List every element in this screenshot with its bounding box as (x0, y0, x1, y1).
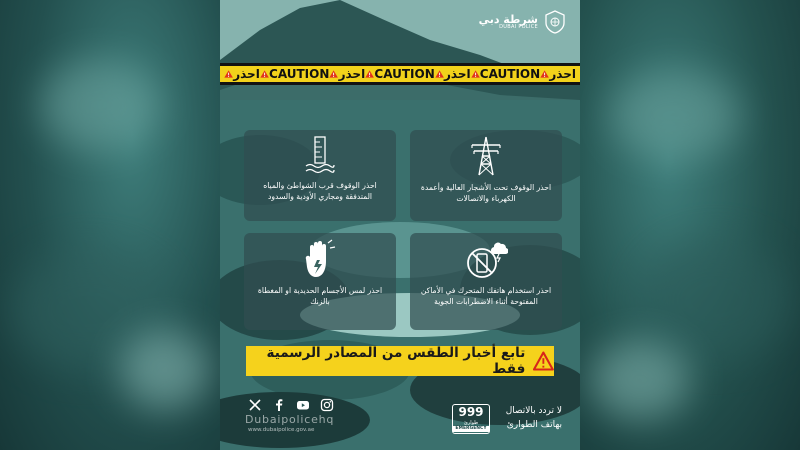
tip-card-metal (244, 233, 396, 330)
caution-tape (220, 63, 580, 85)
tip-card-power-lines (410, 130, 562, 221)
warning-icon (540, 68, 549, 80)
warning-icon (365, 68, 374, 80)
logo-arabic: شرطة دبي (478, 12, 538, 26)
website-link[interactable]: www.dubaipolice.gov.ae (248, 427, 315, 433)
tip-text: احذر استخدام هاتفك المتحرك في الأماكن المفتوحة أثناء الاضطرابات الجوية (420, 286, 552, 307)
tape-word: احذر (443, 67, 471, 81)
dubai-police-logo (479, 10, 566, 34)
tip-text: احذر الوقوف قرب الشواطئ والمياه المتدفقة ومجاري الأودية والسدود (263, 181, 377, 202)
warning-icon (224, 68, 233, 80)
right-blurred-backdrop (580, 0, 800, 450)
social-links (248, 398, 334, 412)
logo-english: DUBAI POLICE (499, 24, 538, 31)
tip-card-water (244, 130, 396, 221)
emergency-english: EMERGENCY (453, 426, 489, 432)
power-tower-icon (469, 136, 503, 176)
no-phone-storm-icon (464, 239, 508, 279)
left-blurred-backdrop (0, 0, 220, 450)
tape-word: CAUTION (269, 67, 330, 81)
tape-word: احذر (338, 67, 366, 81)
poster (220, 0, 580, 450)
official-sources-banner (246, 346, 554, 376)
tip-text: احذر لمس الأجسام الحديدية او المغطاة بالزنك (257, 286, 383, 307)
instagram-icon[interactable] (320, 398, 334, 412)
banner-text: تابع أخبار الطقس من المصادر الرسمية فقط (266, 345, 526, 377)
tip-text: احذر الوقوف تحت الأشجار العالية وأعمدة الكهرباء والاتصالات (420, 183, 552, 204)
police-emblem-icon (544, 10, 566, 34)
tip-card-phone (410, 233, 562, 330)
tape-word: احذر (549, 67, 576, 81)
warning-icon (435, 68, 444, 80)
logo-text (479, 14, 538, 31)
water-level-icon (305, 136, 335, 174)
warning-icon (471, 68, 480, 80)
call-emergency-text (506, 404, 562, 433)
tape-word: احذر (233, 67, 260, 81)
tape-word: CAUTION (479, 67, 541, 81)
warning-icon (533, 351, 554, 371)
emergency-number: 999 (458, 405, 484, 419)
tape-word: CAUTION (374, 67, 435, 81)
emergency-badge (452, 404, 490, 434)
x-icon[interactable] (248, 398, 262, 412)
youtube-icon[interactable] (296, 398, 310, 412)
call-line-1: لا تردد بالاتصال (505, 406, 562, 416)
facebook-icon[interactable] (272, 398, 286, 412)
call-line-2: بهاتف الطوارئ (506, 420, 562, 431)
social-handle: Dubaipolicehq (245, 413, 335, 426)
warning-icon (260, 68, 269, 80)
emergency-arabic: طوارئ (463, 420, 479, 426)
electric-hand-icon (304, 239, 336, 279)
warning-icon (329, 68, 338, 80)
